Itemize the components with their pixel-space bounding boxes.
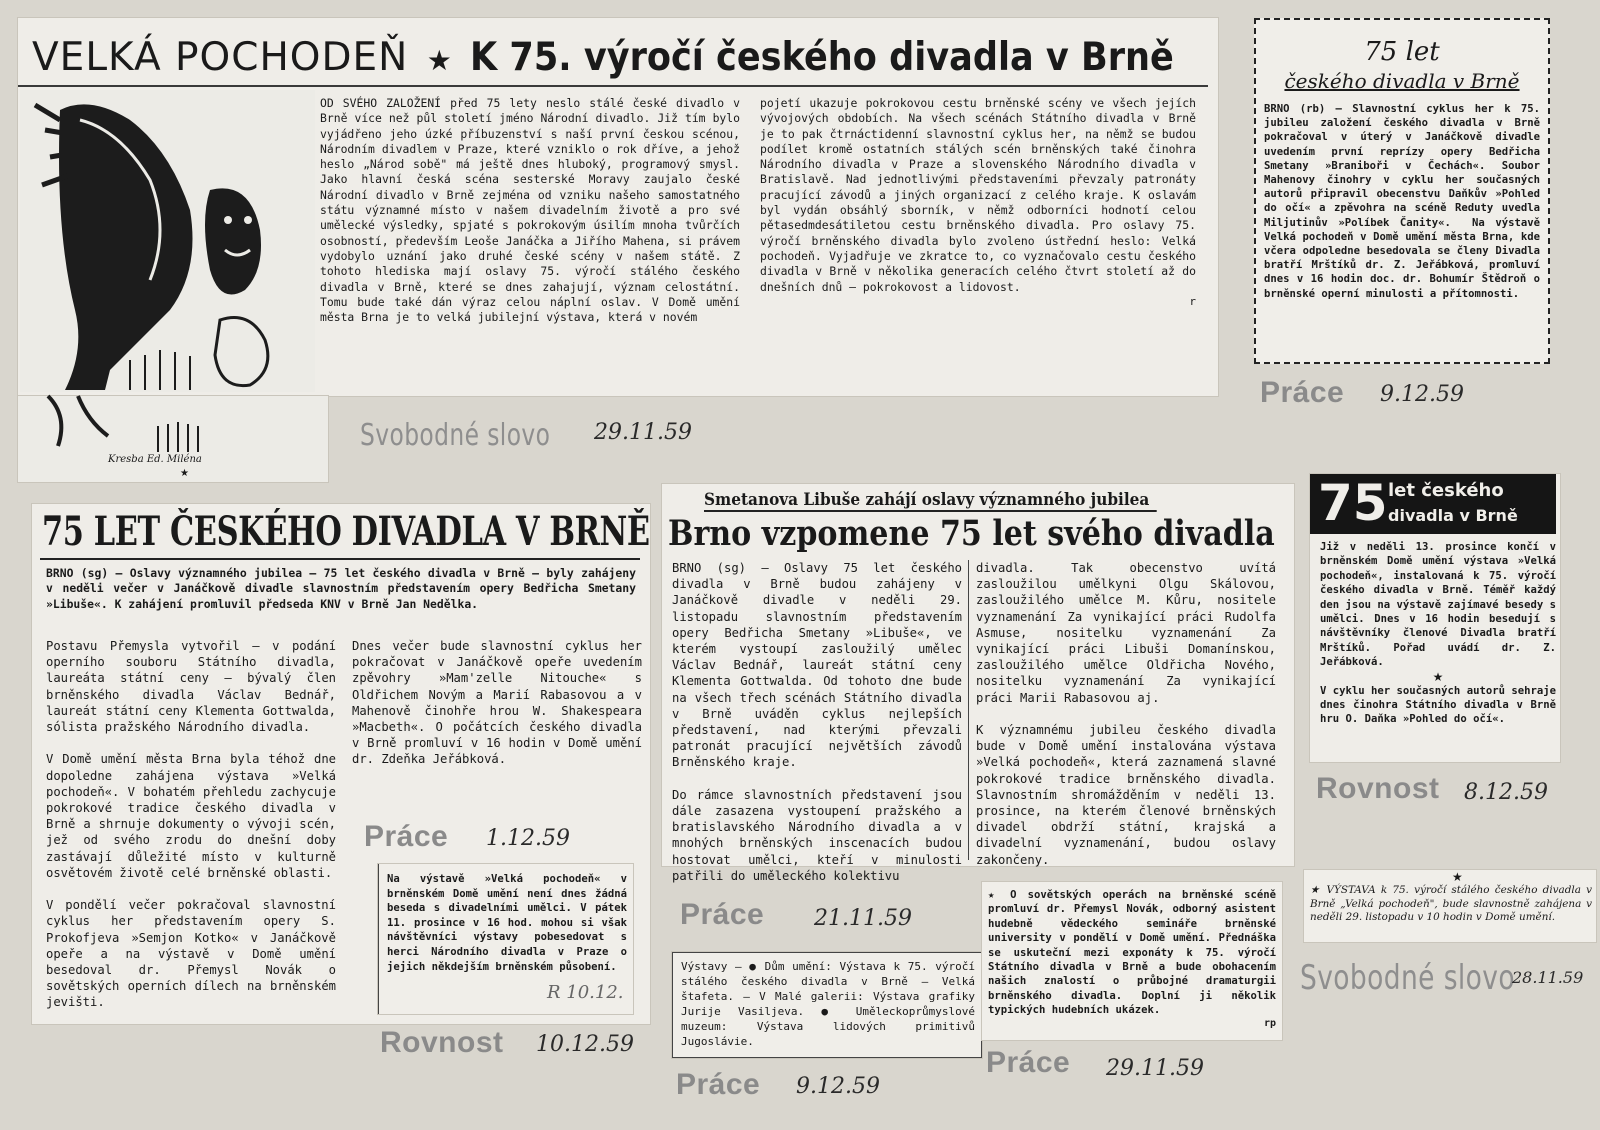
headline-right: K 75. výročí českého divadla v Brně xyxy=(470,35,1175,80)
stamp-prace-7: Práce xyxy=(986,1046,1071,1079)
box-text-lead: BRNO (rb) — xyxy=(1264,103,1342,115)
vzpomene-col-2-text: divadla. Tak obecenstvo uvítá zasloužilou umělkyni Olgu Skálovou, zasloužilého umělce M. Kůru, nositele vyznamenání Za vynikající práci Rudolfa Asmuse, nositelku vyznamenání Za vynikající práci Libuši Domanínskou, zasloužilého umělce Oldřicha Nového, nositelku vyznamenání Za vynikající práci Marii Rabasovou aj. K významnému jubileu českého divadla bude v Domě umění instalována výstava »Velká pochodeň«, která zaznamená slavné pokrokové tradice brněnského divadla. Slavnostním shromážděním v neděli 13. prosince, na kterém členové brněnských divadel obdrží státní, krajská a divadelní vyznamenání, budou oslavy zakončeny. xyxy=(976,561,1276,867)
rovnost-text-1: Již v neděli 13. prosince končí v brněnském Domě umění výstava »Velká pochodeň«, instalovaná k 75. výročí českého divadla v Brně. Téměř každý den jsou na výstavě zajímavé besedy s umělci. Dnes v 16 hodin besedují s návštěvníky členové Divadla bratří Mrštíků. Pořad uvádí dr. Z. Jeřábková. xyxy=(1320,541,1556,669)
credit-text: Kresba Ed. Miléna xyxy=(108,454,202,465)
vystavy-text-wrap xyxy=(681,959,975,1049)
clipping-velka-pochoden xyxy=(18,18,1218,396)
headline-left: VELKÁ POCHODEŇ xyxy=(32,35,409,80)
article-col-1-text: OD SVÉHO ZALOŽENÍ před 75 lety neslo stálé české divadlo v Brně více než půl století jméno Národní divadlo. Již tím bylo vyjádřeno jeho úzké příbuzenství s naší první českou scénou, Národním divadlem v Praze, které vzniklo o rok dříve, a jehož heslo „Národ sobě" má ještě dnes hluboký, programový smysl. Jako hlavní česká scéna sesterské Moravy zaujalo české Národní divadlo v Brně zejména od vzniku našeho samostatného státu významné místo v našem divadelním životě a pro své umělecké výsledky, spjaté s pokrokovým úsilím mnoha tvůrčích osobností, především Leoše Janáčka a Jiřího Mahena, si právem vydobylo uznání jako druhé české scény v našem státě. Z tohoto hlediska mají oslavy 75. výročí stálého českého divadla v Brně, které se dnes zahajují, význam celostátní. Tomu bude také dán výraz celou náplní oslav. V Domě umění města Brna je to velká jubilejní výstava, která v novém xyxy=(320,96,740,325)
headline-star: ★ xyxy=(426,44,452,77)
clipping-na-vystave xyxy=(378,864,633,1014)
headline-col-2-text: Dnes večer bude slavnostní cyklus her pokračovat v Janáčkově opeře uvedením zpěvohry »Mam'zelle Nitouche« s Oldřichem Novým a Marií Rabasovou a v Mahenově činohře hrou W. Shakespeara »Macbeth«. O počátcích českého divadla v Brně promluví v 16 hodin v Domě umění dr. Zdeňka Jeřábková. xyxy=(352,639,642,767)
clipping-vystava-zahajena xyxy=(1304,870,1596,942)
kicker: Smetanova Libuše zahájí oslavy významného jubilea xyxy=(704,490,1156,512)
lead-paragraph xyxy=(46,566,636,612)
handwritten-date-8: 8.12.59 xyxy=(1464,780,1548,805)
article-col-2 xyxy=(760,96,1196,308)
stamp-rovnost-8: Rovnost xyxy=(1316,772,1440,805)
headline xyxy=(32,36,1252,83)
stamp-prace-3: Práce xyxy=(364,820,449,853)
illustration-lower xyxy=(18,396,318,452)
headline-vzpomene: Brno vzpomene 75 let svého divadla xyxy=(668,513,1275,554)
sovetske-text: ★ O sovětských operách na brněnské scéně promluví dr. Přemysl Novák, odborný asistent hudebně vědeckého semináře brněnské university v pondělí v Domě umění. Přednáška se uskuteční mezi exponáty k 75. výročí Státního divadla v Brně a bude obohacením našich znalostí o průbojné dramaturgii brněnského divadla. Doplní ji několik typických hudebních ukázek. xyxy=(988,889,1276,1017)
mask-laurel-drawing xyxy=(20,90,315,392)
vzpomene-col-1 xyxy=(672,560,962,884)
handwritten-date-4: 10.12.59 xyxy=(536,1032,634,1057)
handwritten-date-5: 21.11.59 xyxy=(814,906,912,931)
clipping-vystavy xyxy=(672,952,982,1058)
headline-col-2 xyxy=(352,638,642,768)
stamp-svobodne-slovo-9: Svobodné slovo xyxy=(1300,958,1515,998)
stamp-svobodne-slovo-1: Svobodné slovo xyxy=(360,418,551,453)
handwritten-date-3: 1.12.59 xyxy=(486,826,570,851)
handwritten-date-1: 29.11.59 xyxy=(594,420,692,445)
handwritten-date-2: 9.12.59 xyxy=(1380,382,1464,407)
handwritten-date-7: 29.11.59 xyxy=(1106,1056,1204,1081)
box-title-2: českého divadla v Brně xyxy=(1284,69,1520,93)
clipping-75-rovnost xyxy=(1310,474,1560,762)
vzpomene-col-1-text: BRNO (sg) — Oslavy 75 let českého divadla v Brně budou zahájeny v Janáčkově divadle v neděli 29. listopadu slavnostním představením opery Bedřicha Smetany »Libuše«, ve kterém vystoupí zasloužilý umělec Václav Bednář, laureát státní ceny Klementa Gottwalda. Od tohoto dne bude na všech třech scénách Státního divadla v Brně uváděn cyklus nejlepších představení, nad kterými převzali patronát pracující největších závodů Brněnského kraje. Do rámce slavnostních představení jsou dále zasazena vystoupení pražského a bratislavského Národního divadla a v mnohých brněnských inscenacích budou hostovat umělci, kteří v minulosti patřili do uměleckého kolektivu xyxy=(672,561,962,883)
clipping-illustration-bottom xyxy=(18,396,328,482)
black-banner xyxy=(1310,474,1556,534)
headline-rule xyxy=(40,558,640,560)
banner-line-2: divadla v Brně xyxy=(1388,506,1518,525)
rule-line xyxy=(18,85,1208,87)
handwritten-note: R 10.12. xyxy=(547,982,624,1003)
stamp-prace-6: Práce xyxy=(676,1068,761,1101)
stamp-rovnost-4: Rovnost xyxy=(380,1026,504,1059)
clipping-75-let-box xyxy=(1254,18,1550,364)
credit-star: ★ xyxy=(180,468,189,479)
clipping-brno-vzpomene xyxy=(662,484,1294,883)
stamp-prace-2: Práce xyxy=(1260,376,1345,409)
box-title-1: 75 let xyxy=(1364,37,1440,67)
headline-col-1-text: Postavu Přemysla vytvořil — v podání operního souboru Státního divadla, laureáta státní ceny — bývalý člen brněnského divadla Václav Bednář, laureát státní ceny Klementa Gottwalda, sólista pražského Národního divadla. V Domě umění města Brna byla téhož dne dopoledne zahájena výstava »Velká pochodeň«. V bohatém přehledu zachycuje pokrokové tradice českého divadla v Brně a shrnuje dokumenty o vývoji scén, jež od svého zrodu do dnešní doby zastávají důležité místo v kulturně osvětovém životě celé brněnské oblasti. V pondělí večer pokračoval slavnostní cyklus her představením opery S. Prokofjeva »Semjon Kotko« v Janáčkově opeře a na výstavě v Domě umění besedoval dr. Přemysl Novák o sovětských operních dílech na brněnském jevišti. xyxy=(46,639,336,1010)
illustration xyxy=(20,90,315,392)
sovetske-text-wrap xyxy=(988,888,1276,1029)
box-text-body: Slavnostní cyklus her k 75. jubileu založení českého divadla v Brně pokračoval v úterý v Janáčkově divadle uvedením první reprízy opery Bedřicha Smetany »Braniboři v Čechách«. Soubor Mahenovy činohry v cyklu her současných autorů připravil obecenstvu Daňkův »Pohled do očí« a zpěvohra na scéně Reduty uvedla Miljutinův »Políbek Čanity«. Na výstavě Velká pochodeň v Domě umění města Brna, kde včera odpoledne besedovala se členy Divadla bratří Mrštíků dr. Z. Jeřábková, promluví dnes v 16 hodin doc. dr. Bohumír Štědroň o brněnské operní minulosti a přítomnosti. xyxy=(1264,103,1540,300)
lead-text: BRNO (sg) — Oslavy významného jubilea — 75 let českého divadla v Brně — byly zahájeny v neděli večer v Janáčkově divadle slavnostním představením opery Bedřicha Smetany »Libuše«. K zahájení promluvil předseda KNV v Brně Jan Nedělka. xyxy=(46,566,636,611)
banner-line-1: let českého xyxy=(1388,480,1504,501)
headline-big: 75 LET ČESKÉHO DIVADLA V BRNĚ xyxy=(42,508,650,555)
stamp-prace-5: Práce xyxy=(680,898,765,931)
rovnost-text-2: V cyklu her současných autorů sehraje dnes činohra Státního divadla v Brně hru O. Daňka »Pohled do očí«. xyxy=(1320,684,1556,726)
article-col-1 xyxy=(320,96,740,325)
article-col-2-text: pojetí ukazuje pokrokovou cestu brněnské scény ve všech jejích vývojových obdobích. Na všech scénách Státního divadla v Brně je to pak čtrnáctidenní slavnostní cyklus her, na němž se budou podílet kromě ostatních stálých scén brněnských také činohra Národního divadla v Praze a slovenského Národního divadla v Bratislavě. Nad jednotlivými představeními převzaly patronáty pracující závodů a jiných organizací z celého kraje. K oslavám byl vydán obsáhlý sborník, v němž odborníci hodnotí celou pětasedmdesátiletou cestu brněnského divadla. Pro oslavy 75. výročí brněnského divadla bylo zvoleno ústřední heslo: Velká pochodeň. Vyjadřuje ve zkratce to, co vyznačovalo cestu českého divadla v Brně v několika generacích celého čtvrt století až do dnešních dnů — pokrokovost a lidovost. xyxy=(760,96,1196,294)
na-vystave-text-wrap xyxy=(387,872,627,974)
banner-number: 75 xyxy=(1318,474,1388,532)
vystava-star: ★ xyxy=(1452,870,1463,884)
headline-col-1 xyxy=(46,638,336,1011)
rovnost-star: ★ xyxy=(1432,669,1444,684)
article-signature: r xyxy=(1189,294,1196,308)
column-divider xyxy=(968,560,969,860)
rovnost-text-wrap xyxy=(1320,540,1556,727)
sovetske-signature: rp xyxy=(1263,1017,1276,1029)
vzpomene-col-2 xyxy=(976,560,1276,868)
handwritten-date-6: 9.12.59 xyxy=(796,1074,880,1099)
na-vystave-text: Na výstavě »Velká pochodeň« v brněnském Domě umění není dnes žádná beseda s divadelními umělci. V pátek 11. prosince v 16 hod. mohou si však návštěvníci výstavy pobesedovat s herci Národního divadla v Praze o jejich někdejším brněnském působení. xyxy=(387,873,627,973)
vystavy-text: Výstavy — ● Dům umění: Výstava k 75. výročí stálého českého divadla v Brně — Velká štafeta. — V Malé galerii: Výstava grafiky Jurije Vasiljeva. ● Uměleckoprůmyslové muzeum: Výstava lidových primitivů Jugoslávie. xyxy=(681,960,975,1048)
clipping-sovetske-opery xyxy=(982,882,1282,1040)
vystava-text-wrap xyxy=(1310,884,1592,925)
box-text xyxy=(1264,102,1540,301)
vystava-text: ★ VÝSTAVA k 75. výročí stálého českého divadla v Brně „Velká pochodeň", bude slavnostně zahájena v neděli 29. listopadu v 10 hodin v Domě umění. xyxy=(1310,884,1592,924)
handwritten-date-9: 28.11.59 xyxy=(1512,968,1584,987)
